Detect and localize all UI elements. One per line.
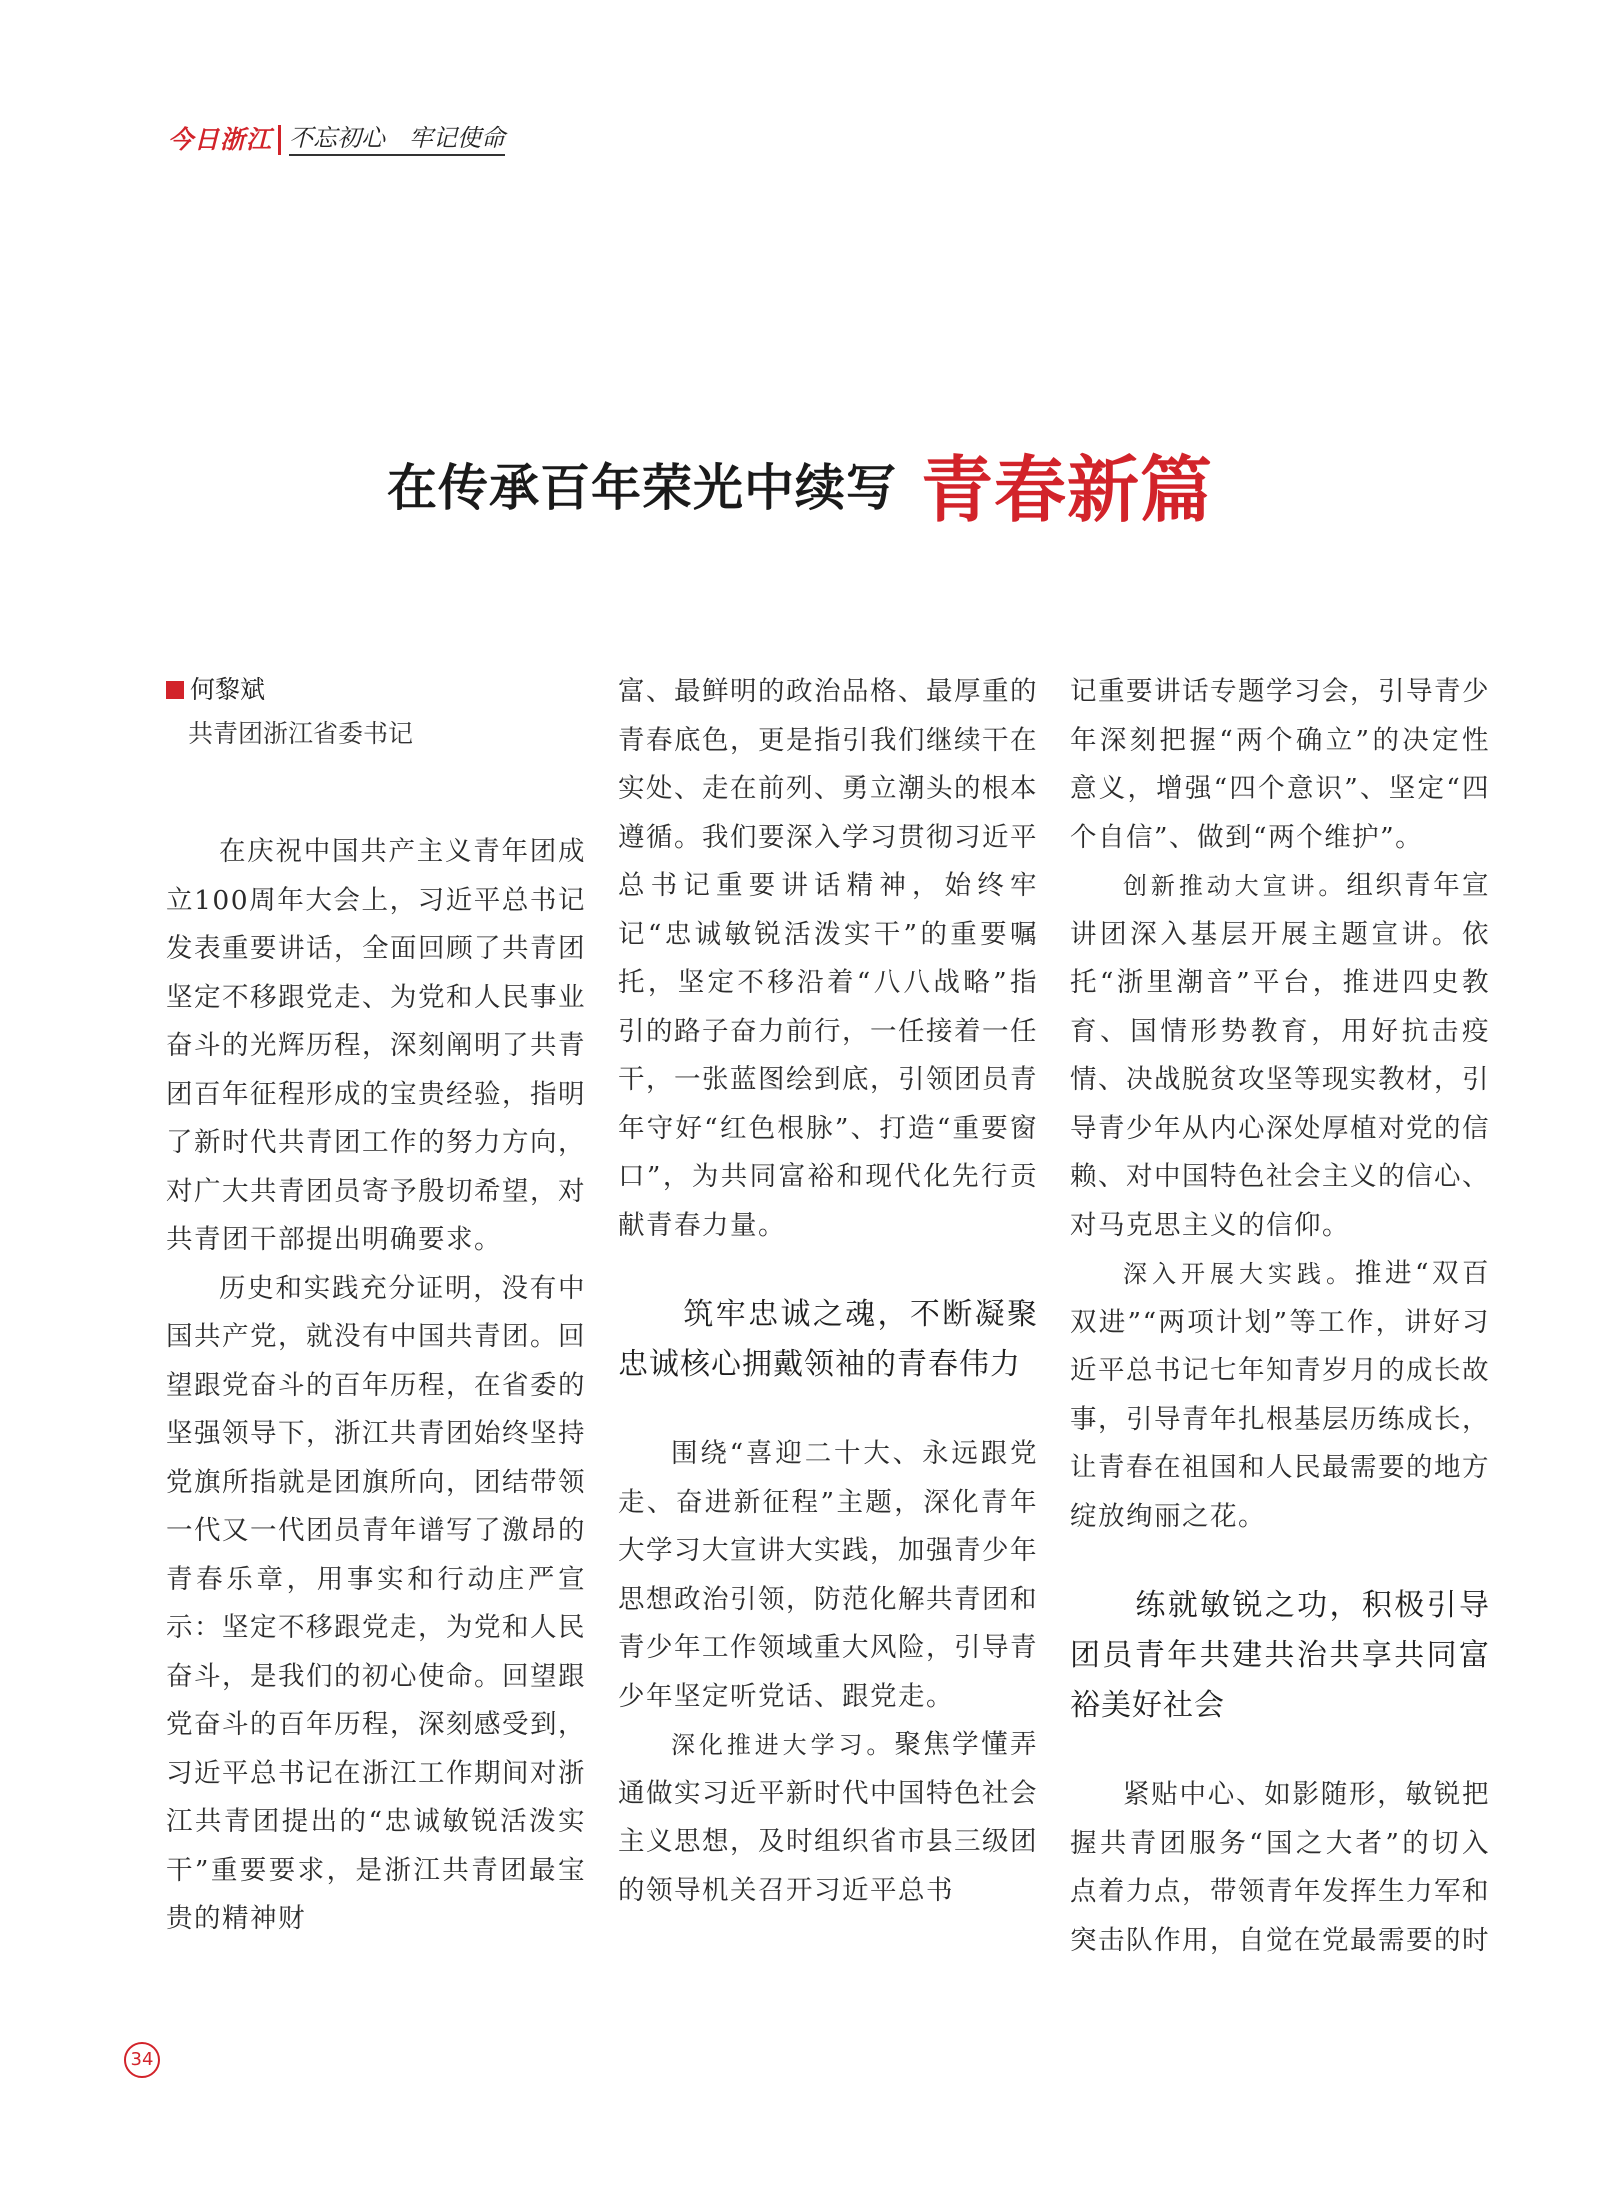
paragraph-lead: 深化推进大学习。 [671, 1731, 895, 1759]
paragraph: 记重要讲话专题学习会，引导青少年深刻把握“两个确立”的决定性意义，增强“四个意识”、坚定“四个自信”、做到“两个维护”。 [1070, 676, 1490, 853]
column-3 [1070, 668, 1490, 1965]
article-title [0, 432, 1600, 536]
paragraph: 在庆祝中国共产主义青年团成立100周年大会上，习近平总书记发表重要讲话，全面回顾了共青团坚定不移跟党走、为党和人民事业奋斗的光辉历程，深刻阐明了共青团百年征程形成的宝贵经验，指明了新时代共青团工作的努力方向，对广大共青团员寄予殷切希望，对共青团干部提出明确要求。 [166, 836, 586, 1255]
paragraph [1070, 862, 1490, 1250]
paragraph: 富、最鲜明的政治品格、最厚重的青春底色，更是指引我们继续干在实处、走在前列、勇立潮头的根本遵循。我们要深入学习贯彻习近平总书记重要讲话精神，始终牢记“忠诚敏锐活泼实干”的重要嘱托，坚定不移沿着“八八战略”指引的路子奋力前行，一任接着一任干，一张蓝图绘到底，引领团员青年守好“红色根脉”、打造“重要窗口”，为共同富裕和现代化先行贡献青春力量。 [618, 676, 1038, 1241]
author-name [166, 668, 586, 712]
section-subheading [1070, 1581, 1490, 1731]
column-1 [166, 668, 586, 1944]
subheading-text: 练就敏锐之功，积极引导团员青年共建共治共享共同富裕美好社会 [1070, 1588, 1490, 1723]
page-number: 34 [124, 2042, 160, 2078]
paragraph: 围绕“喜迎二十大、永远跟党走、奋进新征程”主题，深化青年大学习大宣讲大实践，加强青少年思想政治引领，防范化解共青团和青少年工作领域重大风险，引导青少年坚定听党话、跟党走。 [618, 1438, 1038, 1712]
page-header [168, 124, 505, 156]
paragraph: 紧贴中心、如影随形，敏锐把握共青团服务“国之大者”的切入点着力点，带领青年发挥生力军和突击队作用，自觉在党最需要的时 [1070, 1779, 1490, 1956]
paragraph-body: 聚焦学懂弄通做实习近平新时代中国特色社会主义思想，及时组织省市县三级团的领导机关召开习近平总书 [618, 1729, 1039, 1906]
spacer [166, 756, 586, 828]
author-role: 共青团浙江省委书记 [188, 719, 414, 748]
author-marker-icon [166, 681, 184, 699]
magazine-logo: 今日浙江 [168, 125, 273, 154]
paragraph [618, 1721, 1038, 1915]
paragraph-body: 组织青年宣讲团深入基层开展主题宣讲。依托“浙里潮音”平台，推进四史教育、国情形势教育，用好抗击疫情、决战脱贫攻坚等现实教材，引导青少年从内心深处厚植对党的信赖、对中国特色社会主义的信心、对马克思主义的信仰。 [1070, 870, 1491, 1241]
title-highlight: 青春新篇 [920, 448, 1213, 532]
paragraph-lead: 深入开展大实践。 [1123, 1260, 1355, 1288]
paragraph-body: 推进“双百双进”“两项计划”等工作，讲好习近平总书记七年知青岁月的成长故事，引导青年扎根基层历练成长，让青春在祖国和人民最需要的地方绽放绚丽之花。 [1070, 1258, 1490, 1532]
author-name-text: 何黎斌 [190, 675, 266, 704]
section-slogan: 不忘初心 牢记使命 [289, 124, 505, 156]
column-2 [618, 668, 1038, 1915]
subheading-text: 筑牢忠诚之魂，不断凝聚忠诚核心拥戴领袖的青春伟力 [618, 1297, 1038, 1382]
paragraph-lead: 创新推动大宣讲。 [1123, 872, 1347, 900]
paragraph: 历史和实践充分证明，没有中国共产党，就没有中国共青团。回望跟党奋斗的百年历程，在省委的坚强领导下，浙江共青团始终坚持党旗所指就是团旗所向，团结带领一代又一代团员青年谱写了激昂的青春乐章，用事实和行动庄严宣示：坚定不移跟党走，为党和人民奋斗，是我们的初心使命。回望跟党奋斗的百年历程，深刻感受到，习近平总书记在浙江工作期间对浙江共青团提出的“忠诚敏锐活泼实干”重要要求，是浙江共青团最宝贵的精神财 [166, 1272, 586, 1934]
section-subheading [618, 1290, 1038, 1390]
paragraph [1070, 1250, 1490, 1541]
header-divider [278, 125, 281, 155]
title-main: 在传承百年荣光中续写 [386, 458, 897, 517]
